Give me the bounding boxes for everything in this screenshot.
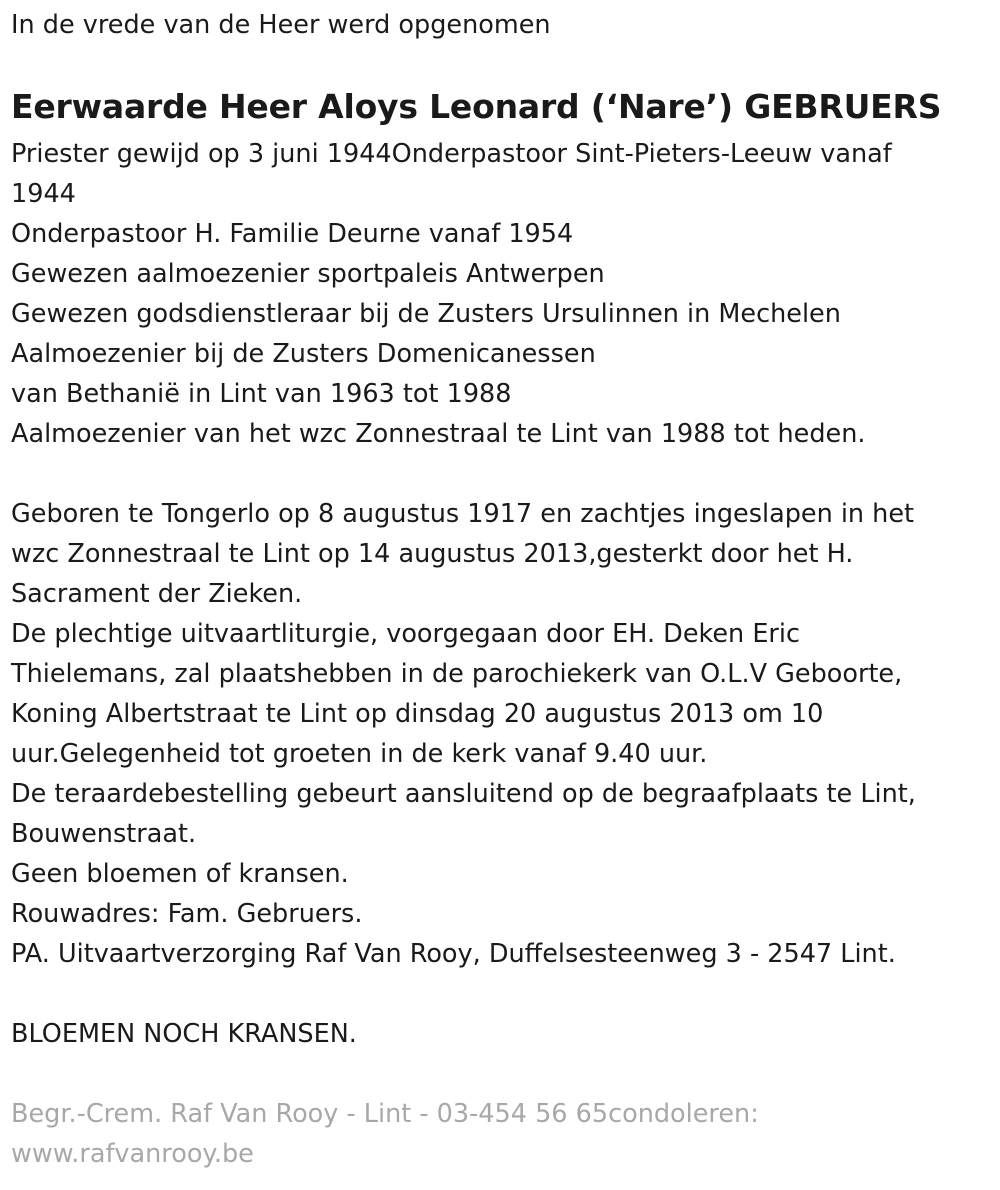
details-line: Bouwenstraat.	[11, 819, 197, 849]
career-line: Gewezen godsdienstleraar bij de Zusters Ursulinnen in Mechelen	[11, 299, 841, 329]
details-line: Geen bloemen of kransen.	[11, 859, 349, 889]
details-line: De teraardebestelling gebeurt aansluitend op de begraafplaats te Lint,	[11, 779, 916, 809]
details-line: uur.Gelegenheid tot groeten in de kerk vanaf 9.40 uur.	[11, 739, 708, 769]
details-line: Sacrament der Zieken.	[11, 579, 303, 609]
career-line: Aalmoezenier bij de Zusters Domenicanessen	[11, 339, 596, 369]
career-line: Priester gewijd op 3 juni 1944Onderpastoor Sint-Pieters-Leeuw vanaf	[11, 139, 892, 169]
deceased-name: Eerwaarde Heer Aloys Leonard (‘Nare’) GEBRUERS	[11, 87, 942, 126]
details-line: De plechtige uitvaartliturgie, voorgegaan door EH. Deken Eric	[11, 619, 801, 649]
career-line: van Bethanië in Lint van 1963 tot 1988	[11, 379, 512, 409]
details-line: PA. Uitvaartverzorging Raf Van Rooy, Duffelsesteenweg 3 - 2547 Lint.	[11, 939, 896, 969]
footer-line-website[interactable]: www.rafvanrooy.be	[11, 1139, 254, 1169]
closing-section	[11, 1014, 357, 1054]
details-line: Koning Albertstraat te Lint op dinsdag 20 augustus 2013 om 10	[11, 699, 824, 729]
career-line: Onderpastoor H. Familie Deurne vanaf 1954	[11, 219, 574, 249]
details-section	[11, 494, 916, 974]
details-line: Rouwadres: Fam. Gebruers.	[11, 899, 363, 929]
career-line: Aalmoezenier van het wzc Zonnestraal te Lint van 1988 tot heden.	[11, 419, 866, 449]
career-section	[11, 134, 892, 454]
career-line: 1944	[11, 179, 76, 209]
details-line: wzc Zonnestraal te Lint op 14 augustus 2013,gesterkt door het H.	[11, 539, 854, 569]
footer-line-funeral-home: Begr.-Crem. Raf Van Rooy - Lint - 03-454 56 65condoleren:	[11, 1099, 759, 1129]
details-line: Geboren te Tongerlo op 8 augustus 1917 en zachtjes ingeslapen in het	[11, 499, 915, 529]
closing-text: BLOEMEN NOCH KRANSEN.	[11, 1019, 357, 1049]
details-line: Thielemans, zal plaatshebben in de parochiekerk van O.L.V Geboorte,	[11, 659, 903, 689]
career-line: Gewezen aalmoezenier sportpaleis Antwerpen	[11, 259, 605, 289]
footer	[11, 1094, 759, 1174]
intro-text: In de vrede van de Heer werd opgenomen	[11, 10, 551, 40]
